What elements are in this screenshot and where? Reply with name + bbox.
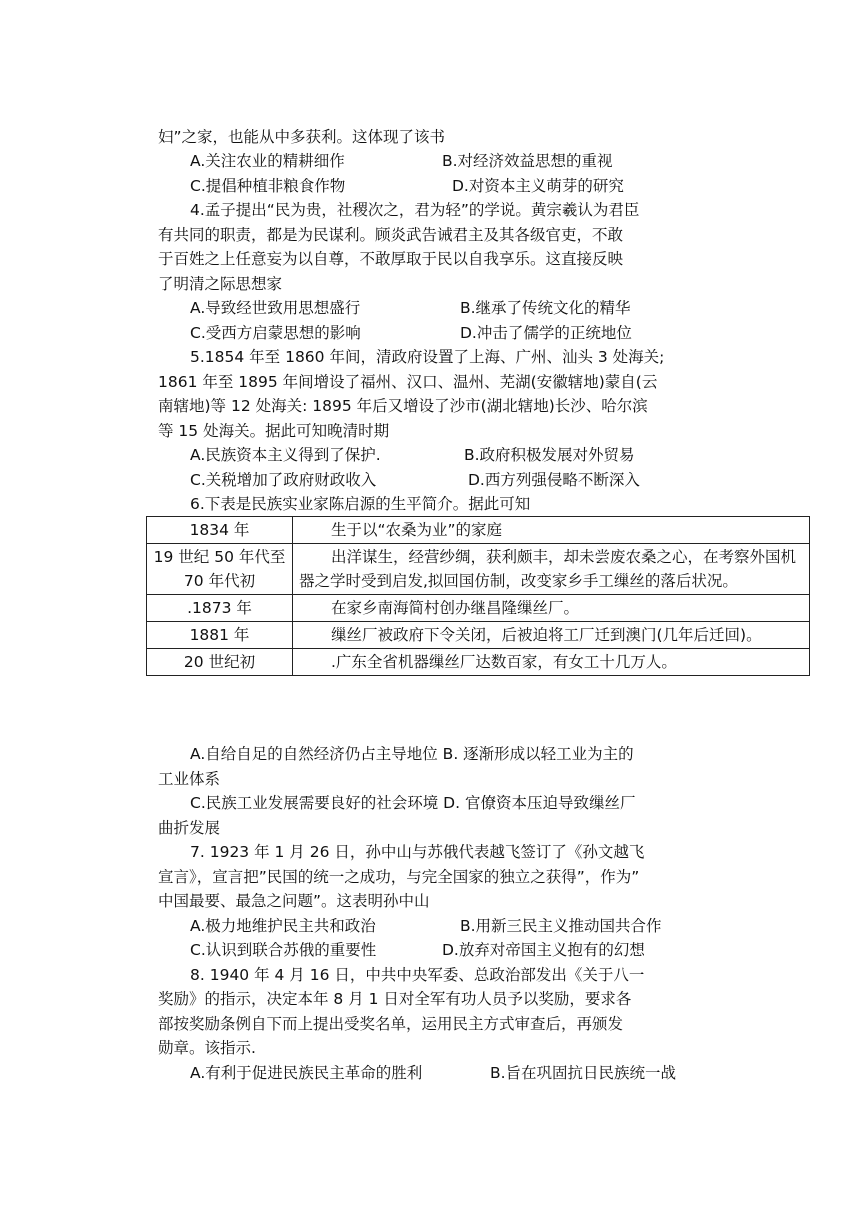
text-line: 等 15 处海关。据此可知晚清时期 bbox=[158, 422, 390, 440]
description-cell: 生于以“农桑为业”的家庭 bbox=[293, 517, 810, 544]
table-row bbox=[147, 622, 810, 649]
text-line: 宣言》，宣言把”民国的统一之成功，与完全国家的独立之获得”，作为” bbox=[158, 868, 640, 886]
q5-option-a: A.民族资本主义得到了保护. bbox=[190, 446, 381, 464]
text-line: 于百姓之上任意妄为以自尊，不敢厚取于民以自我享乐。这直接反映 bbox=[158, 250, 624, 268]
q4-option-b: B.继承了传统文化的精华 bbox=[460, 299, 631, 317]
q8-option-a: A.有利于促进民族民主革命的胜利 bbox=[190, 1064, 423, 1082]
q5-option-c: C.关税增加了政府财政收入 bbox=[190, 471, 377, 489]
q4-option-d: D.冲击了儒学的正统地位 bbox=[460, 324, 632, 342]
q3-option-a: A.关注农业的精耕细作 bbox=[190, 152, 345, 170]
year-cell: .1873 年 bbox=[147, 595, 293, 622]
table-row bbox=[147, 649, 810, 676]
q4-option-a: A.导致经世致用思想盛行 bbox=[190, 299, 361, 317]
q3-option-b: B.对经济效益思想的重视 bbox=[442, 152, 613, 170]
q4-option-c: C.受西方启蒙思想的影响 bbox=[190, 324, 361, 342]
q8-option-b: B.旨在巩固抗日民族统一战 bbox=[490, 1064, 677, 1082]
question-7-stem: 7. 1923 年 1 月 26 日，孙中山与苏俄代表越飞签订了《孙文越飞 bbox=[190, 843, 645, 861]
description-cell: 在家乡南海简村创办继昌隆缫丝厂。 bbox=[293, 595, 810, 622]
text-line: 有共同的职责，都是为民谋利。顾炎武告诫君主及其各级官吏，不敢 bbox=[158, 226, 624, 244]
year-cell: 19 世纪 50 年代至 70 年代初 bbox=[147, 544, 293, 595]
description-cell: 出洋谋生，经营纱绸，获利颇丰，却未尝废农桑之心，在考察外国机器之学时受到启发,拟回国仿制，改变家乡手工缫丝的落后状况。 bbox=[293, 544, 810, 595]
table-row bbox=[147, 544, 810, 595]
text-line: 1861 年至 1895 年间增设了福州、汉口、温州、芜湖(安徽辖地)蒙自(云 bbox=[158, 373, 658, 391]
q7-option-d: D.放弃对帝国主义抱有的幻想 bbox=[442, 941, 645, 959]
q7-option-a: A.极力地维护民主共和政治 bbox=[190, 917, 376, 935]
text-line: 工业体系 bbox=[158, 770, 221, 788]
text-line: 妇”之家，也能从中多获利。这体现了该书 bbox=[158, 128, 446, 146]
q3-option-c: C.提倡种植非粮食作物 bbox=[190, 177, 346, 195]
table-row bbox=[147, 595, 810, 622]
question-4-stem: 4.孟子提出“民为贵，社稷次之，君为轻”的学说。黄宗羲认为君臣 bbox=[190, 201, 640, 219]
q3-option-d: D.对资本主义萌芽的研究 bbox=[452, 177, 624, 195]
q5-option-d: D.西方列强侵略不断深入 bbox=[468, 471, 640, 489]
q6-option-cd: C.民族工业发展需要良好的社会环境 D. 官僚资本压迫导致缫丝厂 bbox=[190, 794, 636, 812]
q7-option-b: B.用新三民主义推动国共合作 bbox=[460, 917, 662, 935]
text-line: 勋章。该指示. bbox=[158, 1039, 256, 1057]
q6-option-ab: A.自给自足的自然经济仍占主导地位 B. 逐渐形成以轻工业为主的 bbox=[190, 745, 634, 763]
text-line: 奖励》的指示，决定本年 8 月 1 日对全军有功人员予以奖励，要求各 bbox=[158, 990, 632, 1008]
text-line: 曲折发展 bbox=[158, 819, 221, 837]
year-cell: 1834 年 bbox=[147, 517, 293, 544]
q5-option-b: B.政府积极发展对外贸易 bbox=[464, 446, 635, 464]
description-cell: 缫丝厂被政府下令关闭，后被迫将工厂迁到澳门(几年后迁回)。 bbox=[293, 622, 810, 649]
year-cell: 20 世纪初 bbox=[147, 649, 293, 676]
q7-option-c: C.认识到联合苏俄的重要性 bbox=[190, 941, 377, 959]
text-line: 了明清之际思想家 bbox=[158, 275, 283, 293]
biography-table bbox=[146, 516, 810, 676]
question-8-stem: 8. 1940 年 4 月 16 日，中共中央军委、总政治部发出《关于八一 bbox=[190, 966, 645, 984]
description-cell: .广东全省机器缫丝厂达数百家，有女工十几万人。 bbox=[293, 649, 810, 676]
question-6-stem: 6.下表是民族实业家陈启源的生平简介。据此可知 bbox=[190, 495, 531, 513]
text-line: 部按奖励条例自下而上提出受奖名单，运用民主方式审查后，再颁发 bbox=[158, 1015, 624, 1033]
year-cell: 1881 年 bbox=[147, 622, 293, 649]
text-line: 南辖地)等 12 处海关: 1895 年后又增设了沙市(湖北辖地)长沙、哈尔滨 bbox=[158, 397, 648, 415]
question-5-stem: 5.1854 年至 1860 年间，清政府设置了上海、广州、汕头 3 处海关; bbox=[190, 348, 665, 366]
table-row bbox=[147, 517, 810, 544]
text-line: 中国最要、最急之问题”。这表明孙中山 bbox=[158, 892, 430, 910]
